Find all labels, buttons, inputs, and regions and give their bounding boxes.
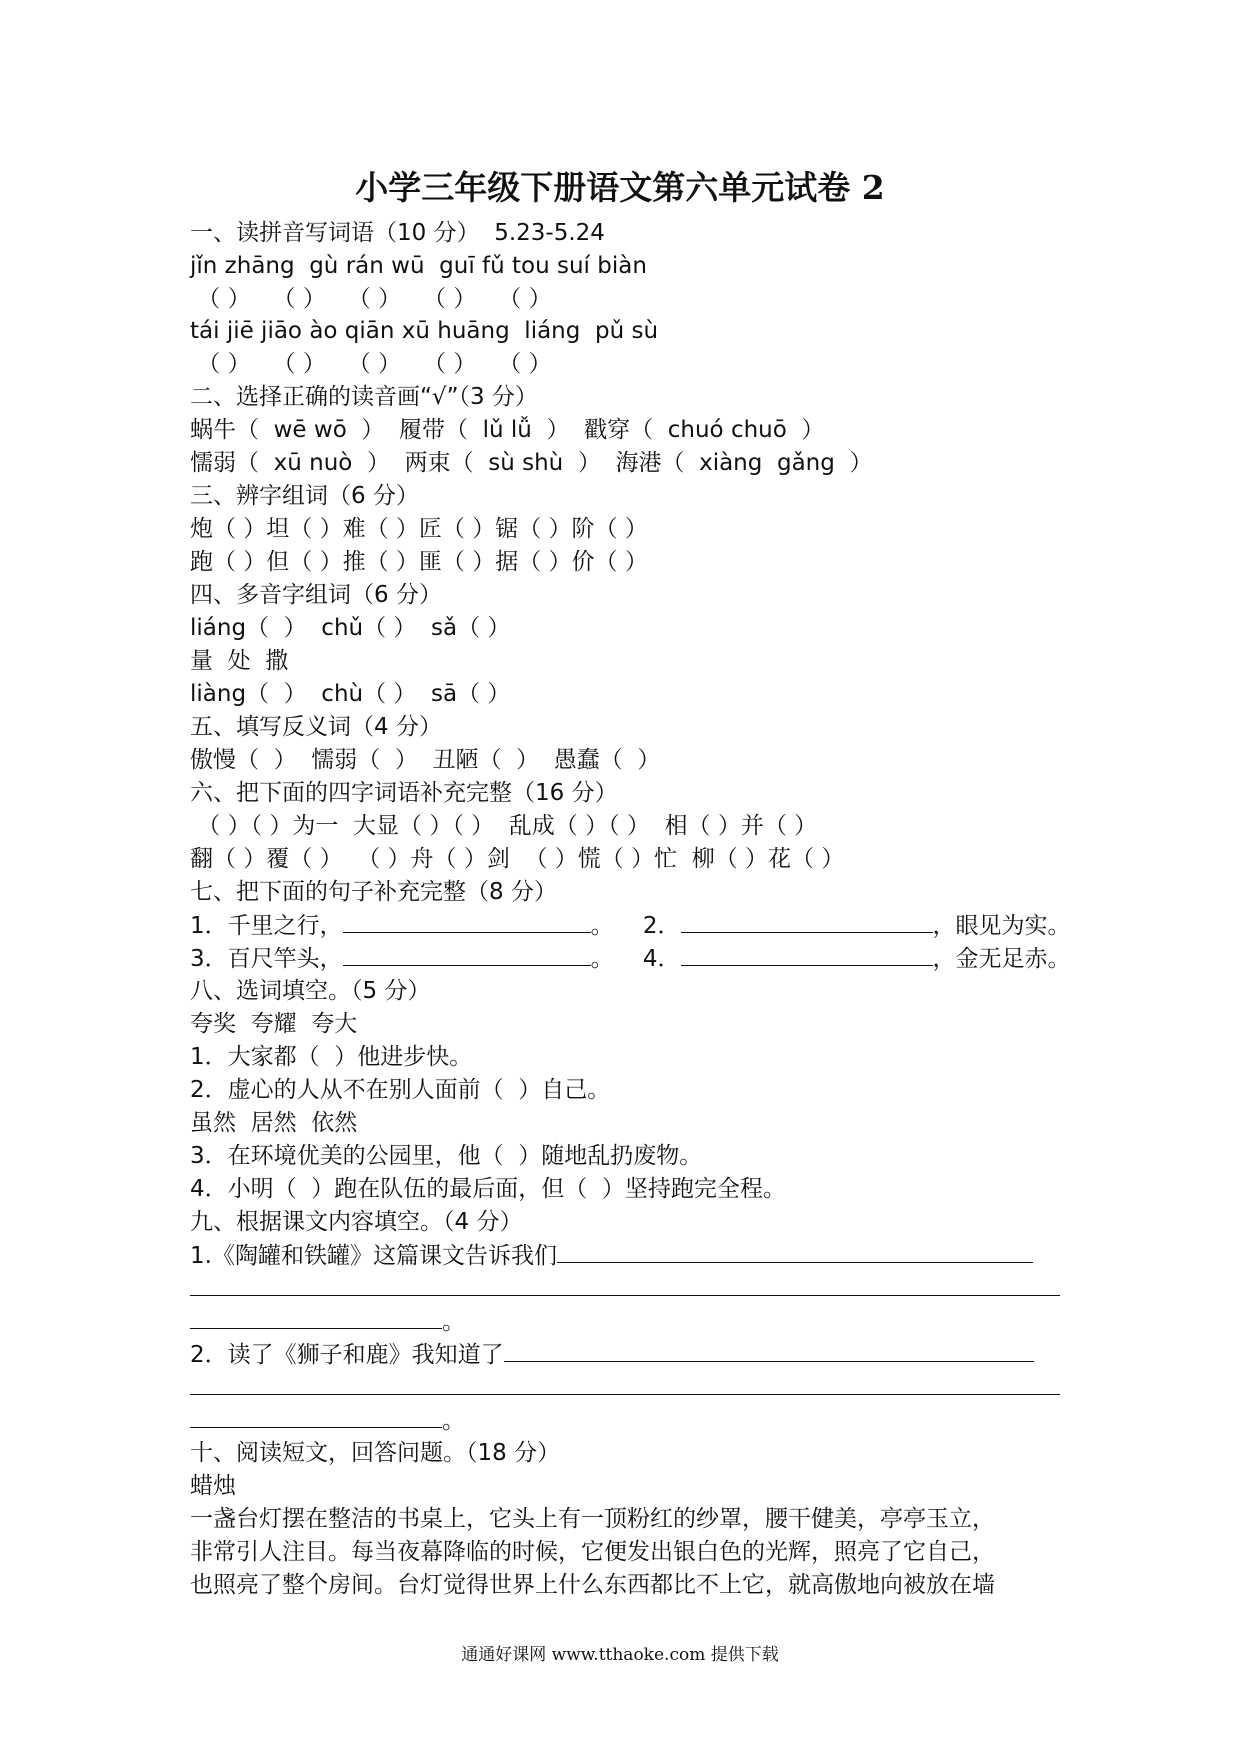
sentence-4-suffix: ，金无足赤。 [932,946,1071,972]
sentence-1-prefix: 1．千里之行， [190,913,343,939]
section-10-heading: 十、阅读短文，回答问题。（18 分） [190,1440,561,1466]
fill-question-1: 1．大家都（ ）他进步快。 [190,1044,473,1070]
fill-line [557,1240,1033,1263]
sentence-row-1 [190,910,1071,941]
sentence-1-suffix: 。 [590,913,614,939]
pinyin-row-1: jǐn zhāng gù rán wū guī fǔ tou suí biàn [190,253,647,279]
answer-blanks-row-1: （ ） （ ） （ ） （ ） （ ） [190,286,552,312]
sentence-4-prefix: 4． [642,946,681,972]
story-paragraph-line-1: 一盏台灯摆在整洁的书桌上，它头上有一顶粉红的纱罩，腰干健美，亭亭玉立， [190,1506,995,1532]
polyphone-row-2: liàng（ ） chù（ ） sā（ ） [190,681,511,707]
sentence-3-prefix: 3．百尺竿头， [190,946,343,972]
section-5-heading: 五、填写反义词（4 分） [190,714,442,740]
story-paragraph-line-2: 非常引人注目。每当夜幕降临的时候，它便发出银白色的光辉，照亮了它自己， [190,1539,995,1565]
sentence-3-suffix: 。 [590,946,614,972]
fill-line-short [190,1405,465,1436]
answer-end-mark: 。 [442,1309,465,1335]
sentence-row-2 [190,943,1071,974]
pinyin-row-2: tái jiē jiāo ào qiān xū huāng liáng pǔ sù [190,318,659,344]
section-8-heading: 八、选词填空。（5 分） [190,978,431,1004]
fill-line-full [190,1372,1060,1403]
fill-line [504,1339,1034,1362]
antonym-row: 傲慢（ ） 懦弱（ ） 丑陋（ ） 愚蠢（ ） [190,747,661,773]
fill-line [343,943,591,966]
fill-line [190,1273,1060,1296]
idiom-row-2: 翻（ ）覆（ ） （ ）舟（ ）剑 （ ）慌（ ）忙 柳（ ）花（ ） [190,846,845,872]
sentence-2-prefix: 2． [642,913,681,939]
fill-line [681,910,933,933]
fill-question-3: 3．在环境优美的公园里，他（ ）随地乱扔废物。 [190,1143,703,1169]
fill-line-short [190,1306,465,1337]
section-6-heading: 六、把下面的四字词语补充完整（16 分） [190,780,618,806]
fill-question-2: 2．虚心的人从不在别人面前（ ）自己。 [190,1077,611,1103]
answer-blanks-row-2: （ ） （ ） （ ） （ ） （ ） [190,351,552,377]
page-footer: 通通好课网 www.tthaoke.com 提供下载 [461,1645,779,1665]
polyphone-row-1: liáng（ ） chǔ（ ） sǎ（ ） [190,615,511,641]
sentence-2-suffix: ，眼见为实。 [932,913,1071,939]
section-7-heading: 七、把下面的句子补充完整（8 分） [190,879,557,905]
idiom-row-1: （ ）（ ）为一 大显（ ）（ ） 乱成（ ）（ ） 相（ ）并（ ） [190,813,818,839]
fill-line [343,910,591,933]
fill-line [681,943,933,966]
section-3-heading: 三、辨字组词（6 分） [190,483,419,509]
word-choices-2: 虽然 居然 依然 [190,1110,358,1136]
lesson-question-1-text: 1.《陶罐和铁罐》这篇课文告诉我们 [190,1243,557,1269]
answer-end-mark: 。 [442,1408,465,1434]
pronunciation-row-2: 懦弱（ xū nuò ） 两束（ sù shù ） 海港（ xiàng gǎng ） [190,450,873,476]
fill-line-full [190,1273,1060,1304]
section-4-heading: 四、多音字组词（6 分） [190,582,442,608]
fill-line [190,1306,442,1329]
lesson-question-1 [190,1240,1033,1271]
lesson-question-2 [190,1339,1034,1370]
story-paragraph-line-3: 也照亮了整个房间。台灯觉得世界上什么东西都比不上它，就高傲地向被放在墙 [190,1572,995,1598]
page-title: 小学三年级下册语文第六单元试卷 2 [355,168,885,207]
story-title: 蜡烛 [190,1473,236,1499]
fill-line [190,1405,442,1428]
character-row-2: 跑（ ）但（ ）推（ ）匪（ ）据（ ）价（ ） [190,549,648,575]
fill-line [190,1372,1060,1395]
section-1-heading: 一、读拼音写词语（10 分） 5.23-5.24 [190,220,605,246]
pronunciation-row-1: 蜗牛（ wē wō ） 履带（ lǔ lǚ ） 戳穿（ chuó chuō ） [190,417,825,443]
section-9-heading: 九、根据课文内容填空。（4 分） [190,1209,523,1235]
fill-question-4: 4．小明（ ）跑在队伍的最后面，但（ ）坚持跑完全程。 [190,1176,786,1202]
polyphone-characters: 量 处 撒 [190,648,289,674]
word-choices-1: 夸奖 夸耀 夸大 [190,1011,358,1037]
character-row-1: 炮（ ）坦（ ）难（ ）匠（ ）锯（ ）阶（ ） [190,516,648,542]
section-2-heading: 二、选择正确的读音画“√”（3 分） [190,384,538,410]
lesson-question-2-text: 2．读了《狮子和鹿》我知道了 [190,1342,504,1368]
